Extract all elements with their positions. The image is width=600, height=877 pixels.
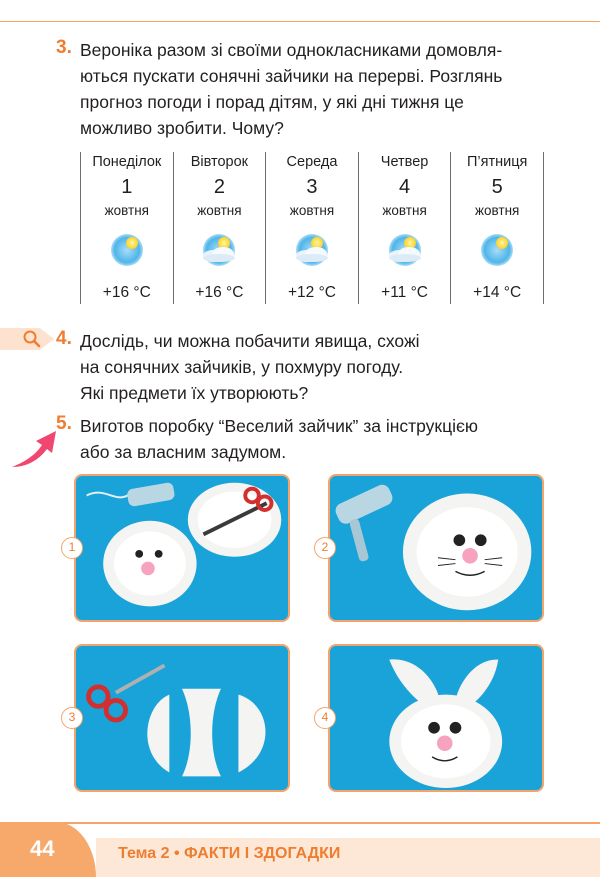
step-badge: 2 xyxy=(314,537,336,559)
day-temperature: +11 °C xyxy=(381,284,428,301)
task-5-line: Виготов поробку “Веселий зайчик” за інструкцією xyxy=(80,416,479,436)
task-4-line: Дослідь, чи можна побачити явища, схожі xyxy=(80,331,420,351)
day-month: жовтня xyxy=(104,203,149,218)
craft-step-2-photo xyxy=(328,474,544,622)
forecast-day xyxy=(80,152,173,304)
task-3-text xyxy=(80,37,580,141)
day-name: П’ятниця xyxy=(466,154,528,170)
forecast-day xyxy=(173,152,266,304)
day-temperature: +12 °C xyxy=(287,284,336,301)
sun-cloud-icon xyxy=(199,230,239,270)
forecast-day xyxy=(358,152,451,304)
weather-forecast xyxy=(80,152,544,304)
day-temperature: +14 °C xyxy=(473,284,522,301)
step-badge: 1 xyxy=(61,537,83,559)
craft-step-4-photo xyxy=(328,644,544,792)
task-5-text xyxy=(80,413,580,465)
task-3-number: 3. xyxy=(56,37,72,58)
forecast-day xyxy=(265,152,358,304)
task-5-line: або за власним задумом. xyxy=(80,442,287,462)
footer-rule xyxy=(0,822,600,824)
sun-cloud-icon xyxy=(385,230,425,270)
step-badge: 3 xyxy=(61,707,83,729)
task-5-number: 5. xyxy=(56,413,72,434)
sun-icon xyxy=(107,230,147,270)
craft-step-3-photo xyxy=(74,644,290,792)
day-name: Вівторок xyxy=(190,154,249,170)
page-number: 44 xyxy=(30,836,55,861)
craft-step-1-photo xyxy=(74,474,290,622)
task-3-line: прогноз погоди і порад дітям, у які дні тижня це xyxy=(80,92,464,112)
sun-icon xyxy=(477,230,517,270)
topic-title: Тема 2 • ФАКТИ І ЗДОГАДКИ xyxy=(118,845,341,862)
day-name: Четвер xyxy=(380,154,429,170)
top-rule xyxy=(0,0,600,22)
day-date: 4 xyxy=(399,176,411,198)
day-date: 5 xyxy=(491,176,503,198)
day-date: 3 xyxy=(306,176,318,198)
task-3-line: ються пускати сонячні зайчики на перерві. Розглянь xyxy=(80,66,503,86)
day-date: 2 xyxy=(213,176,225,198)
day-month: жовтня xyxy=(474,203,520,218)
day-month: жовтня xyxy=(197,203,242,218)
day-name: Середа xyxy=(286,154,338,170)
task-3-line: можливо зробити. Чому? xyxy=(80,118,284,138)
day-temperature: +16 °C xyxy=(102,284,151,301)
task-3-line: Вероніка разом зі своїми однокласниками домовля- xyxy=(80,40,503,60)
day-name: Понеділок xyxy=(92,154,162,170)
page-footer xyxy=(0,822,600,877)
day-date: 1 xyxy=(121,176,133,198)
day-temperature: +16 °C xyxy=(195,284,244,301)
magnifier-icon xyxy=(0,328,54,350)
task-4-number: 4. xyxy=(56,328,72,349)
day-month: жовтня xyxy=(289,203,335,218)
task-4-text xyxy=(80,328,580,406)
day-month: жовтня xyxy=(382,203,427,218)
forecast-day xyxy=(450,152,544,304)
sun-cloud-icon xyxy=(292,230,332,270)
arrow-icon xyxy=(8,425,58,471)
step-badge: 4 xyxy=(314,707,336,729)
task-4-line: на сонячних зайчиків, у похмуру погоду. xyxy=(80,357,404,377)
task-4-line: Які предмети їх утворюють? xyxy=(80,383,309,403)
